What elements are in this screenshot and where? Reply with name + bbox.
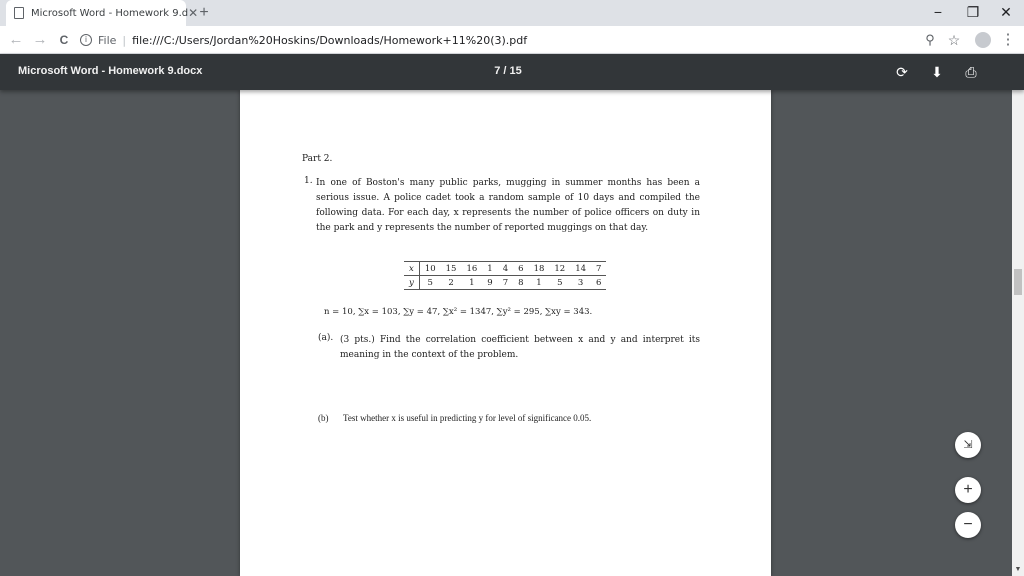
table-cell: 10 <box>419 262 440 276</box>
table-cell: 6 <box>596 277 602 288</box>
question-number: 1. <box>304 176 313 186</box>
table-cell: 7 <box>502 277 509 288</box>
part-a-label: (a). <box>318 333 334 343</box>
bookmark-star-icon[interactable]: ☆ <box>947 32 961 48</box>
part-b-label: (b) <box>318 413 329 423</box>
fit-page-button[interactable]: ⇲ <box>955 432 981 458</box>
tab-title: Microsoft Word - Homework 9.d <box>31 7 189 19</box>
download-icon[interactable]: ⬇ <box>931 64 943 80</box>
url-scheme-label: File <box>98 33 117 47</box>
print-icon[interactable]: ⎙ <box>965 64 977 80</box>
address-bar[interactable] <box>80 29 970 51</box>
restore-button[interactable]: ❐ <box>966 4 980 20</box>
part-title: Part 2. <box>302 154 333 164</box>
document-icon <box>14 7 24 19</box>
page-indicator[interactable]: 7 / 15 <box>494 65 522 77</box>
table-cell: 4 <box>498 262 513 276</box>
pdf-page <box>240 90 771 576</box>
forward-button[interactable]: → <box>32 31 48 48</box>
zoom-out-button[interactable]: − <box>955 512 981 538</box>
part-b-text: Test whether x is useful in predicting y for level of significance 0.05. <box>343 413 592 423</box>
table-cell: 16 <box>461 262 482 276</box>
table-cell: 1 <box>469 277 475 288</box>
table-cell: 14 <box>570 262 591 276</box>
y-row-label: y <box>404 276 419 290</box>
tab-close-button[interactable]: ✕ <box>188 6 199 20</box>
browser-tab[interactable] <box>6 0 199 26</box>
scroll-thumb[interactable] <box>1014 269 1022 295</box>
table-cell: 6 <box>513 262 528 276</box>
scroll-down-arrow[interactable]: ▼ <box>1014 566 1022 573</box>
pdf-toolbar <box>0 54 1024 90</box>
tab-strip <box>0 0 1024 26</box>
table-row-y <box>404 276 606 290</box>
table-cell: 18 <box>529 262 550 276</box>
new-tab-button[interactable]: + <box>199 4 209 21</box>
profile-avatar[interactable] <box>975 32 991 48</box>
table-cell: 1 <box>482 262 497 276</box>
table-cell: 9 <box>487 277 493 288</box>
browser-menu-icon[interactable]: ⋮ <box>1000 31 1016 48</box>
question-text: In one of Boston's many public parks, mugging in summer months has been a serious issue. A police cadet took a random sample of 10 days and compiled the following data. For each day, x represents the number of police officers on duty in the park and y represents the number of reported muggings on that day. <box>316 178 700 233</box>
table-cell: 2 <box>448 277 454 288</box>
vertical-scrollbar[interactable] <box>1012 54 1024 576</box>
summary-statistics: n = 10, ∑x = 103, ∑y = 47, ∑x² = 1347, ∑y² = 295, ∑xy = 343. <box>324 307 593 317</box>
table-row-x <box>404 262 606 276</box>
table-cell: 1 <box>536 277 542 288</box>
info-icon[interactable]: i <box>80 34 92 46</box>
table-cell: 7 <box>591 262 606 276</box>
pdf-viewport[interactable] <box>0 90 1012 576</box>
reload-button[interactable]: C <box>59 33 69 47</box>
x-row-label: x <box>404 262 419 276</box>
minimize-button[interactable]: − <box>933 4 943 20</box>
table-cell: 15 <box>441 262 462 276</box>
close-window-button[interactable]: ✕ <box>1000 4 1012 20</box>
rotate-icon[interactable]: ⟳ <box>896 64 908 80</box>
table-cell: 3 <box>577 277 584 288</box>
part-a-text: (3 pts.) Find the correlation coefficient between x and y and interpret its meaning in the context of the problem. <box>340 335 700 360</box>
url-text[interactable]: file:///C:/Users/Jordan%20Hoskins/Downloads/Homework+11%20(3).pdf <box>132 33 528 47</box>
data-table <box>404 261 606 290</box>
zoom-icon[interactable]: ⚲ <box>925 32 935 47</box>
back-button[interactable]: ← <box>8 31 24 48</box>
table-cell: 5 <box>557 277 563 288</box>
pdf-document-title: Microsoft Word - Homework 9.docx <box>18 65 203 77</box>
table-cell: 12 <box>549 262 570 276</box>
zoom-in-button[interactable]: + <box>955 477 981 503</box>
url-separator: | <box>122 33 127 47</box>
table-cell: 8 <box>518 277 524 288</box>
table-cell: 5 <box>427 277 433 288</box>
browser-toolbar <box>0 26 1024 54</box>
